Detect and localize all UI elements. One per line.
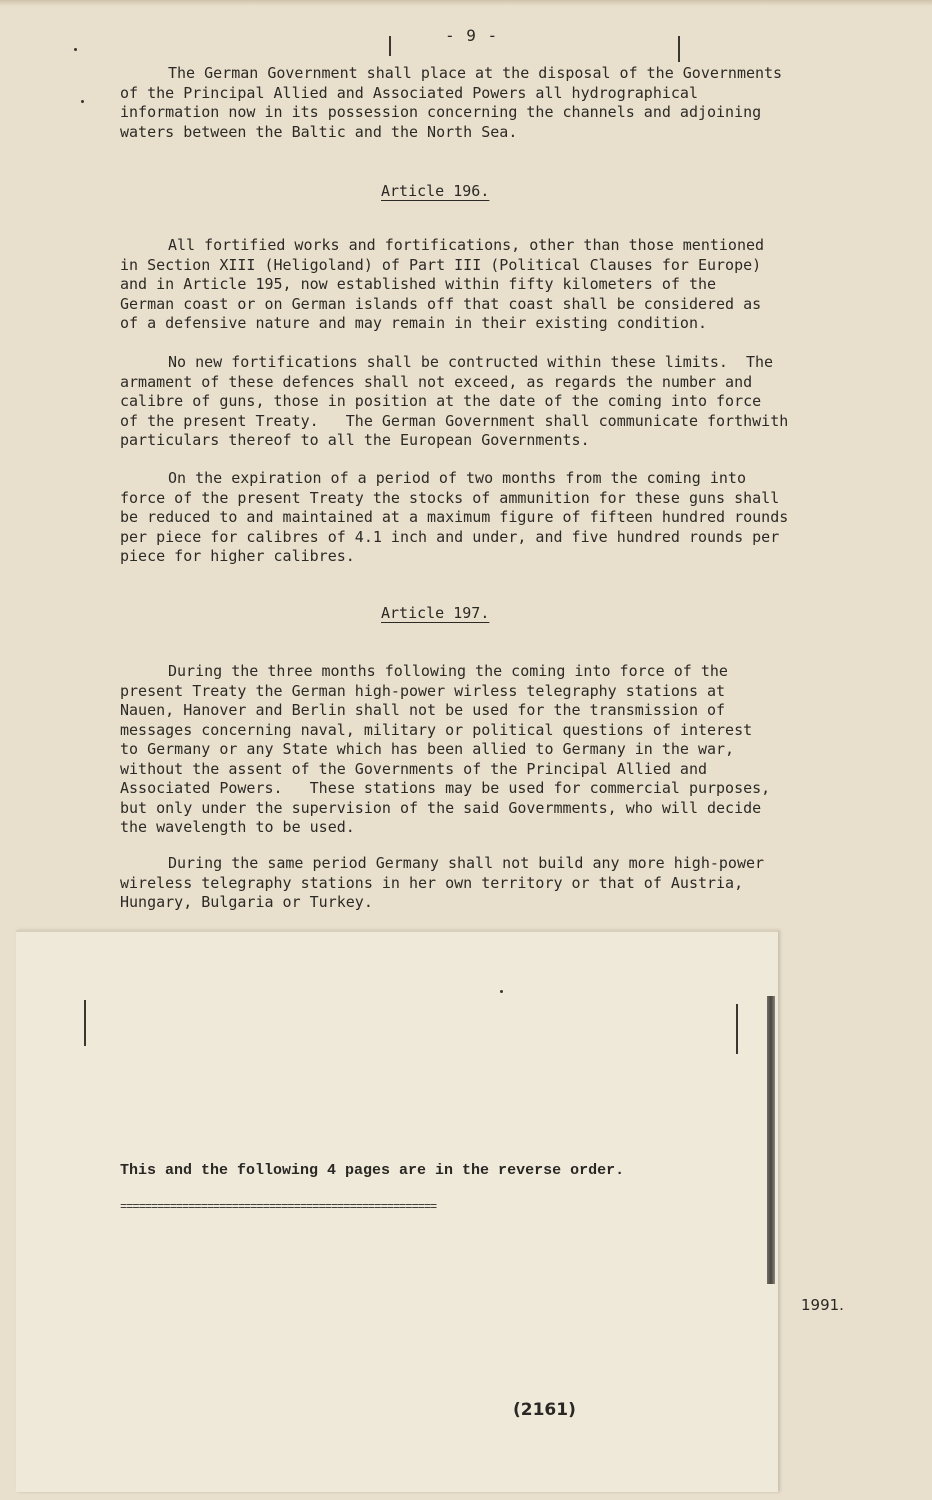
article-197-heading: Article 197. bbox=[381, 604, 490, 622]
note-speck bbox=[500, 990, 503, 993]
binding-edge bbox=[767, 996, 775, 1284]
reverse-order-note: This and the following 4 pages are in the reverse order. bbox=[120, 1162, 625, 1179]
paragraph-fortified-works: All fortified works and fortifications, other than those mentioned in Section XIII (Heligoland) of Part III (Political Clauses for Europe) and in Article 195, now established within fifty kilometers of the German coast or on German islands off that coast shall be considered as of a defensive nature and may remain in their existing condition. bbox=[120, 236, 765, 332]
pen-mark-right bbox=[678, 36, 680, 62]
paragraph-ammunition: On the expiration of a period of two months from the coming into force of the present Treaty the stocks of ammunition for these guns shall be reduced to and maintained at a maximum figure of fifteen hundred rounds per piece for calibres of 4.1 inch and under, and five hundred rounds per piece for higher calibres. bbox=[120, 469, 789, 565]
note-mark-left bbox=[84, 1000, 86, 1046]
margin-speck bbox=[74, 48, 77, 51]
reverse-order-rule: =================================================== bbox=[120, 1200, 437, 1214]
margin-speck bbox=[81, 100, 84, 103]
paragraph-new-fortifications: No new fortifications shall be contructed within these limits. The armament of these defences shall not exceed, as regards the number and calibre of guns, those in position at the date of the coming into force of the present Treaty. The German Government shall communicate forthwith particulars thereof to all the European Governments. bbox=[120, 353, 789, 449]
paragraph-no-new-stations: During the same period Germany shall not build any more high-power wireless telegraphy stations in her own territory or that of Austria, Hungary, Bulgaria or Turkey. bbox=[120, 854, 765, 911]
article-196-heading: Article 196. bbox=[381, 182, 490, 200]
paragraph-hydrographical: The German Government shall place at the disposal of the Governments of the Principal Allied and Associated Powers all hydrographical information now in its possession concerning the channels and adjoining waters between the Baltic and the North Sea. bbox=[120, 64, 783, 141]
archive-number: (2161) bbox=[513, 1400, 576, 1420]
page-top-shadow bbox=[0, 0, 932, 6]
pen-mark-left bbox=[389, 36, 391, 56]
page-number: - 9 - bbox=[445, 26, 499, 45]
paragraph-wireless-stations: During the three months following the coming into force of the present Treaty the German high-power wirless telegraphy stations at Nauen, Hanover and Berlin shall not be used for the transmission of messages concerning naval, military or political questions of interest to Germany or any State which has been allied to Germany in the war, without the assent of the Governments of the Principal Allied and Associated Powers. These stations may be used for commercial purposes, but only under the supervision of the said Govermments, who will decide the wavelength to be used. bbox=[120, 662, 771, 836]
side-page-number: 1991. bbox=[801, 1296, 844, 1314]
note-mark-right bbox=[736, 1004, 738, 1054]
